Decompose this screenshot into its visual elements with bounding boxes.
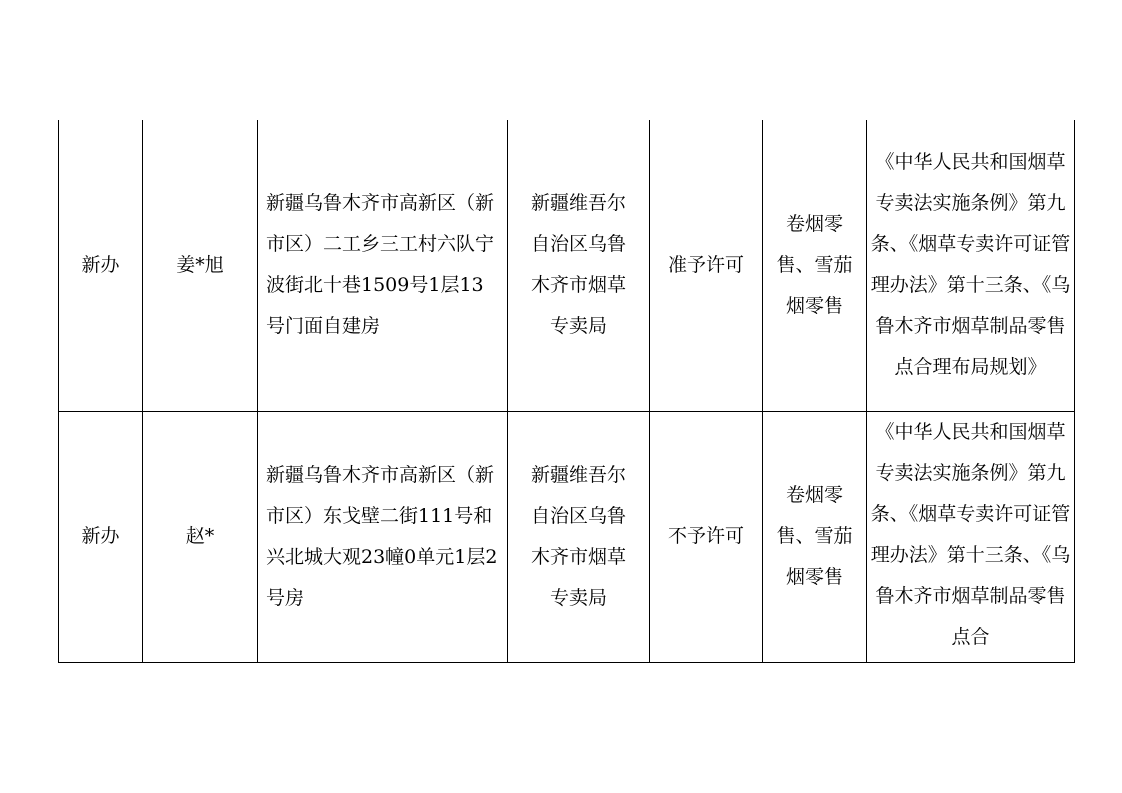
issuing-agency: 新疆维吾尔自治区乌鲁木齐市烟草专卖局 bbox=[530, 463, 626, 609]
permit-decision-table bbox=[58, 120, 1075, 663]
applicant-name: 赵* bbox=[185, 525, 215, 547]
application-type-cell bbox=[59, 411, 143, 662]
issuing-agency: 新疆维吾尔自治区乌鲁木齐市烟草专卖局 bbox=[530, 192, 626, 338]
business-scope-cell bbox=[763, 411, 867, 662]
legal-basis: 《中华人民共和国烟草专卖法实施条例》第九条、《烟草专卖许可证管理办法》第十三条、《乌鲁木齐市烟草制品零售点合 bbox=[870, 420, 1071, 648]
issuing-agency-cell bbox=[508, 120, 650, 411]
decision-result: 准予许可 bbox=[667, 253, 744, 276]
business-address-cell bbox=[258, 411, 508, 662]
business-scope-cell bbox=[763, 120, 867, 411]
application-type: 新办 bbox=[81, 253, 120, 276]
decision-result-cell bbox=[650, 411, 763, 662]
legal-basis-cell bbox=[867, 120, 1075, 411]
applicant-name: 姜*旭 bbox=[176, 253, 224, 276]
applicant-name-cell bbox=[143, 411, 258, 662]
table-row bbox=[59, 411, 1075, 662]
business-scope: 卷烟零售、雪茄烟零售 bbox=[776, 484, 853, 588]
business-address: 新疆乌鲁木齐市高新区（新市区）二工乡三工村六队宁波街北十巷1509号1层13号门面自建房 bbox=[266, 192, 495, 338]
application-type-cell bbox=[59, 120, 143, 411]
decision-result-cell bbox=[650, 120, 763, 411]
legal-basis: 《中华人民共和国烟草专卖法实施条例》第九条、《烟草专卖许可证管理办法》第十三条、《乌鲁木齐市烟草制品零售点合理布局规划》 bbox=[870, 151, 1071, 379]
table-row bbox=[59, 120, 1075, 411]
business-scope: 卷烟零售、雪茄烟零售 bbox=[776, 212, 853, 317]
business-address-cell bbox=[258, 120, 508, 411]
business-address: 新疆乌鲁木齐市高新区（新市区）东戈壁二街111号和兴北城大观23幢0单元1层2号房 bbox=[266, 463, 498, 609]
issuing-agency-cell bbox=[508, 411, 650, 662]
decision-result: 不予许可 bbox=[667, 525, 744, 547]
applicant-name-cell bbox=[143, 120, 258, 411]
legal-basis-cell bbox=[867, 411, 1075, 662]
application-type: 新办 bbox=[81, 525, 120, 547]
